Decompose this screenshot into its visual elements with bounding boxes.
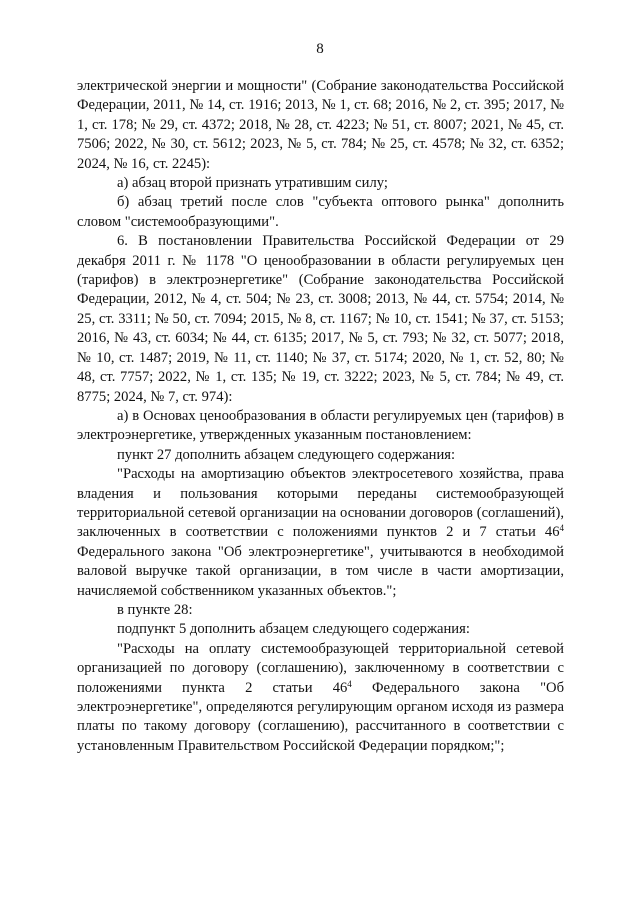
paragraph-item-a: а) абзац второй признать утратившим силу; [117, 175, 388, 192]
paragraph-item-6a: а) в Основах ценообразования в области регулируемых цен (тарифов) в электроэнергетике, утвержденных указанным постановлением: [77, 407, 564, 444]
paragraph-quote-payment [77, 640, 564, 756]
paragraph-quote-amortization [77, 465, 564, 601]
paragraph-point-28: в пункте 28: [117, 601, 193, 618]
paragraph-subpoint-5: подпункт 5 дополнить абзацем следующего содержания: [117, 621, 470, 638]
quote-text-start: "Расходы на амортизацию объектов электросетевого хозяйства, права владения и пользования которыми переданы системообразующей территориальной сетевой организации на основании договоров (соглашений), заключенных в соответствии с положениями пунктов 2 и 7 статьи 46 [77, 466, 564, 541]
quote-text-end: Федерального закона "Об электроэнергетике", учитываются в необходимой валовой выручке такой организации, в том числе в части амортизации, начисляемой собственником указанных объектов."; [77, 543, 564, 599]
paragraph-item-6: 6. В постановлении Правительства Российской Федерации от 29 декабря 2011 г. № 1178 "О ценообразовании в области регулируемых цен (тарифов) в электроэнергетике" (Собрание законодательства Российской Федерации, 2012, № 4, ст. 504; № 23, ст. 3008; 2013, № 44, ст. 5754; 2014, № 25, ст. 3311; № 50, ст. 7094; 2015, № 8, ст. 1167; № 10, ст. 1541; № 37, ст. 5153; 2016, № 43, ст. 6034; № 44, ст. 6135; 2017, № 5, ст. 793; № 32, ст. 5077; 2018, № 10, ст. 1487; 2019, № 11, ст. 1140; № 37, ст. 5174; 2020, № 1, ст. 52, 80; № 48, ст. 7757; 2022, № 1, ст. 135; № 19, ст. 3222; 2023, № 5, ст. 784; № 49, ст. 8775; 2024, № 7, ст. 974): [77, 233, 564, 405]
document-body [77, 77, 564, 756]
quote-text-end: Федерального закона "Об электроэнергетике", определяются регулирующим органом исходя из размера платы по такому договору (соглашению), рассчитанного в соответствии с установленным Правительством Российской Федерации порядком;"; [77, 679, 564, 754]
article-superscript: 4 [559, 523, 564, 534]
paragraph-citation-continued: электрической энергии и мощности" (Собрание законодательства Российской Федерации, 2011, № 14, ст. 1916; 2013, № 1, ст. 68; 2016, № 2, ст. 395; 2017, № 1, ст. 178; № 29, ст. 4372; 2018, № 28, ст. 4223; № 51, ст. 8007; 2021, № 45, ст. 7506; 2022, № 30, ст. 5612; 2023, № 5, ст. 784; № 25, ст. 4578; № 32, ст. 6352; 2024, № 16, ст. 2245): [77, 78, 564, 172]
page-number: 8 [316, 41, 324, 57]
article-superscript: 4 [347, 678, 352, 689]
paragraph-point-27: пункт 27 дополнить абзацем следующего содержания: [117, 446, 456, 463]
paragraph-item-b: б) абзац третий после слов "субъекта оптового рынка" дополнить словом "системообразующими". [77, 194, 564, 230]
quote-text-start: "Расходы на оплату системообразующей территориальной сетевой организацией по договору (соглашению), заключенному в соответствии с положениями пункта 2 статьи 46 [77, 640, 564, 696]
